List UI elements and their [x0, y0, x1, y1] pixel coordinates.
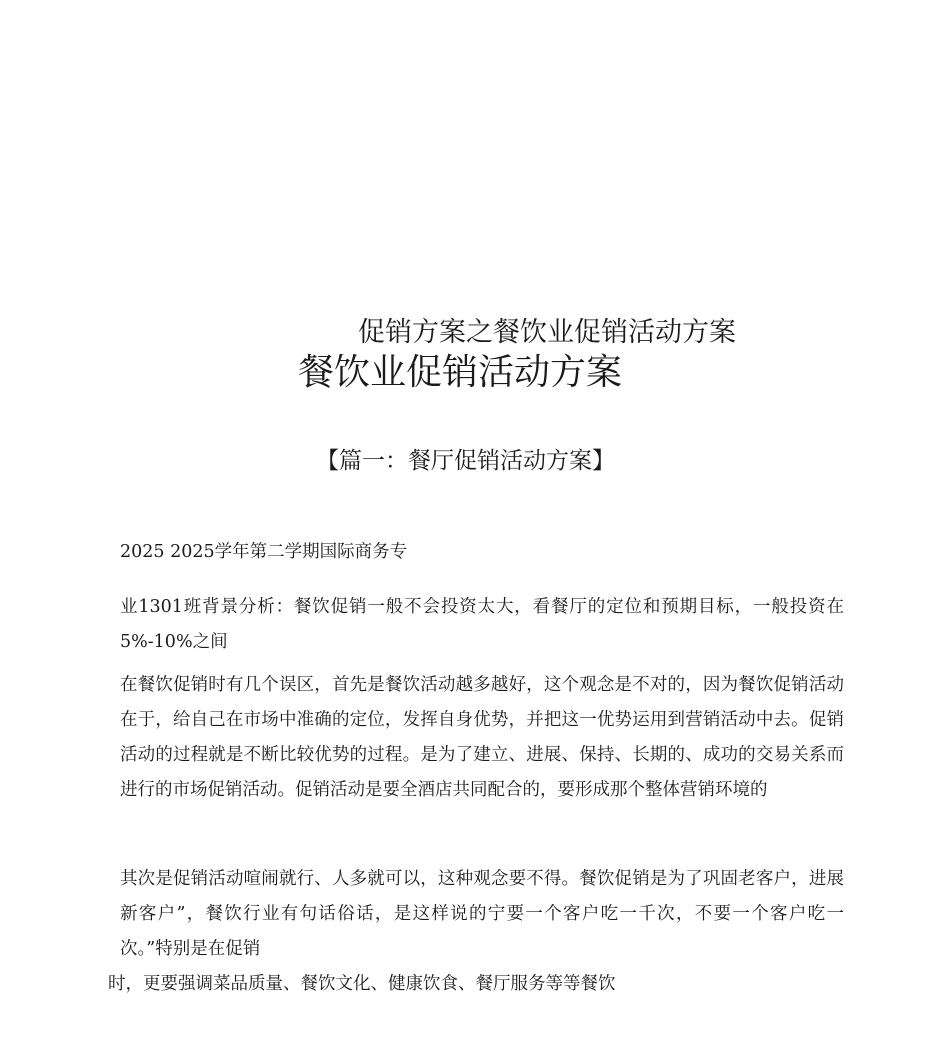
paragraph-3: 在餐饮促销时有几个误区，首先是餐饮活动越多越好，这个观念是不对的，因为餐饮促销活动在于，给自己在市场中准确的定位，发挥自身优势，并把这一优势运用到营销活动中去。促销活动的过程就是不断比较优势的过程。是为了建立、进展、保持、长期的、成功的交易关系而进行的市场促销活动。促销活动是要全酒店共同配合的，要形成那个整体营销环境的 [120, 675, 844, 800]
document-main-title: 餐饮业促销活动方案 [298, 352, 623, 393]
section-heading: 【篇一：餐厅促销活动方案】 [316, 448, 615, 474]
paragraph-5: 时，更要强调菜品质量、餐饮文化、健康饮食、餐厅服务等等餐饮 [108, 974, 616, 994]
paragraph-2: 业1301班背景分析：餐饮促销一般不会投资太大，看餐厅的定位和预期目标，一般投资在5%-10%之间 [120, 597, 844, 652]
paragraph-1: 2025 2025学年第二学期国际商务专 [120, 542, 408, 562]
paragraph-4: 其次是促销活动喧闹就行、人多就可以，这种观念要不得。餐饮促销是为了巩固老客户，进展新客户”，餐饮行业有句话俗话，是这样说的宁要一个客户吃一千次，不要一个客户吃一次。”特别是在促销 [120, 869, 844, 959]
document-super-title: 促销方案之餐饮业促销活动方案 [358, 317, 736, 348]
